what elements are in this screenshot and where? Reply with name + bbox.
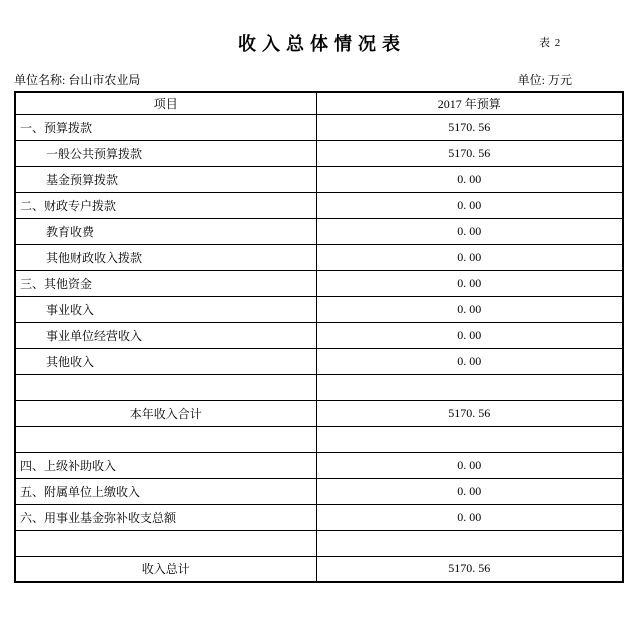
table-row [15,322,623,348]
table-row [15,348,623,374]
row-value-cell [316,530,623,556]
row-value-cell: 5170. 56 [316,140,623,166]
row-label-cell: 五、附属单位上缴收入 [15,478,316,504]
row-label-cell: 四、上级补助收入 [15,452,316,478]
table-row [15,166,623,192]
table-row [15,140,623,166]
row-value-cell: 0. 00 [316,452,623,478]
table-row [15,478,623,504]
row-label-cell: 事业单位经营收入 [15,322,316,348]
row-value-cell [316,426,623,452]
row-label-cell: 基金预算拨款 [15,166,316,192]
table-number-label: 表 2 [539,37,562,49]
row-value-cell: 0. 00 [316,322,623,348]
income-table [14,91,624,583]
row-label-cell: 六、用事业基金弥补收支总额 [15,504,316,530]
row-label-cell: 事业收入 [15,296,316,322]
table-row [15,452,623,478]
document-page [0,30,644,620]
row-value-cell: 0. 00 [316,348,623,374]
row-value-cell: 0. 00 [316,504,623,530]
row-value-cell: 0. 00 [316,478,623,504]
row-value-cell: 0. 00 [316,192,623,218]
row-label-cell: 一、预算拨款 [15,114,316,140]
row-label-cell [15,426,316,452]
row-value-cell: 0. 00 [316,244,623,270]
table-header-row [15,92,623,114]
table-row [15,244,623,270]
header-budget-cell: 2017 年预算 [316,92,623,114]
table-row [15,192,623,218]
page-title: 收入总体情况表 [238,34,406,54]
table-row [15,296,623,322]
table-row [15,270,623,296]
table-row [15,556,623,582]
table-row [15,426,623,452]
row-label-cell: 二、财政专户拨款 [15,192,316,218]
row-value-cell: 0. 00 [316,296,623,322]
row-label-cell: 本年收入合计 [15,400,316,426]
table-row [15,114,623,140]
row-value-cell: 0. 00 [316,270,623,296]
row-label-cell: 其他收入 [15,348,316,374]
row-value-cell [316,374,623,400]
row-label-cell: 收入总计 [15,556,316,582]
header-item-cell: 项目 [15,92,316,114]
table-row [15,530,623,556]
table-row [15,400,623,426]
row-value-cell: 0. 00 [316,166,623,192]
row-value-cell: 5170. 56 [316,400,623,426]
income-table-body [15,114,623,582]
row-value-cell: 0. 00 [316,218,623,244]
row-label-cell [15,374,316,400]
row-label-cell: 一般公共预算拨款 [15,140,316,166]
row-value-cell: 5170. 56 [316,556,623,582]
row-label-cell: 教育收费 [15,218,316,244]
row-label-cell: 其他财政收入拨款 [15,244,316,270]
table-row [15,218,623,244]
table-row [15,504,623,530]
row-label-cell: 三、其他资金 [15,270,316,296]
currency-unit-label: 单位: 万元 [517,73,572,87]
table-row [15,374,623,400]
meta-row [14,71,620,88]
unit-name-label: 单位名称: 台山市农业局 [14,73,141,87]
row-label-cell [15,530,316,556]
row-value-cell: 5170. 56 [316,114,623,140]
